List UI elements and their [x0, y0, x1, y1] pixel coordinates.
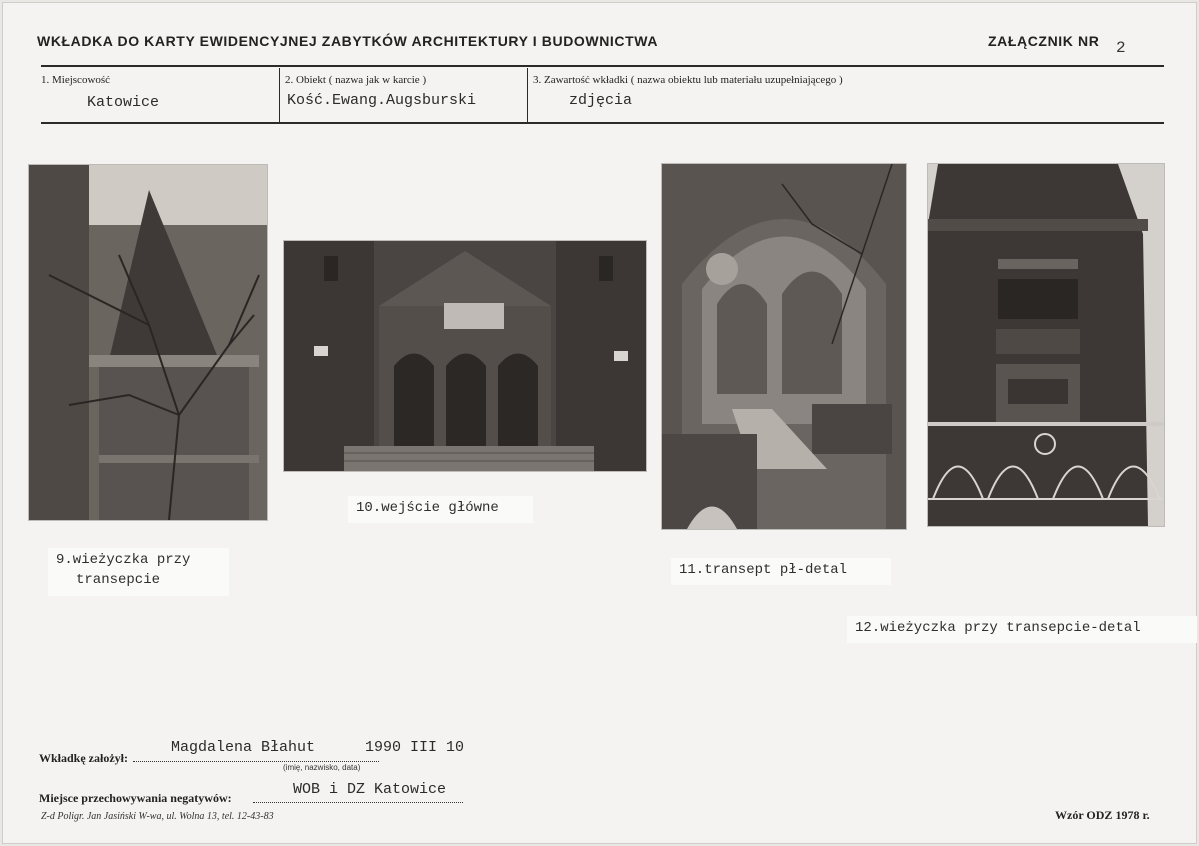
- photo-turret-detail: [927, 163, 1165, 527]
- locality-label: 1. Miejscowość: [41, 74, 111, 86]
- author-hint: (imię, nazwisko, data): [283, 763, 361, 772]
- negatives-label: Miejsce przechowywania negatywów:: [39, 791, 232, 805]
- locality-value: Katowice: [87, 94, 160, 111]
- bottom-rule: [41, 122, 1164, 124]
- author-line: [133, 761, 379, 762]
- caption-photo-12: 12.wieżyczka przy transepcie-detal: [847, 616, 1197, 643]
- photo-main-entrance: [283, 240, 647, 472]
- top-rule: [41, 65, 1164, 67]
- record-sheet: [2, 2, 1197, 844]
- negatives-value: WOB i DZ Katowice: [293, 781, 447, 798]
- form-title: WKŁADKA DO KARTY EWIDENCYJNEJ ZABYTKÓW ARCHITEKTURY I BUDOWNICTWA: [37, 33, 659, 49]
- printer-imprint: Z-d Poligr. Jan Jasiński W-wa, ul. Wolna 13, tel. 12-43-83: [41, 811, 274, 822]
- content-label: 3. Zawartość wkładki ( nazwa obiektu lub materiału uzupełniającego ): [533, 74, 843, 86]
- photo-transept-detail: [661, 163, 907, 530]
- caption-photo-9-line1: 9.wieżyczka przy: [56, 552, 191, 568]
- content-value: zdjęcia: [569, 92, 633, 109]
- author-label: Wkładkę założył:: [39, 751, 128, 765]
- field-divider: [527, 68, 528, 123]
- caption-photo-9-line2: transepcie: [76, 572, 161, 588]
- object-label: 2. Obiekt ( nazwa jak w karcie ): [285, 74, 427, 86]
- photo-turret: [28, 164, 268, 521]
- caption-photo-9: [48, 548, 229, 596]
- caption-photo-11: 11.transept pł-detal: [671, 558, 891, 585]
- field-divider: [279, 68, 280, 123]
- form-version: Wzór ODZ 1978 r.: [1055, 808, 1150, 822]
- author-value: Magdalena Błahut: [171, 739, 316, 756]
- author-date: 1990 III 10: [365, 739, 465, 756]
- annex-number: 2: [1116, 39, 1126, 57]
- annex-label: ZAŁĄCZNIK NR: [988, 33, 1100, 49]
- caption-photo-10: 10.wejście główne: [348, 496, 533, 523]
- negatives-line: [253, 802, 463, 803]
- object-value: Kość.Ewang.Augsburski: [287, 92, 477, 109]
